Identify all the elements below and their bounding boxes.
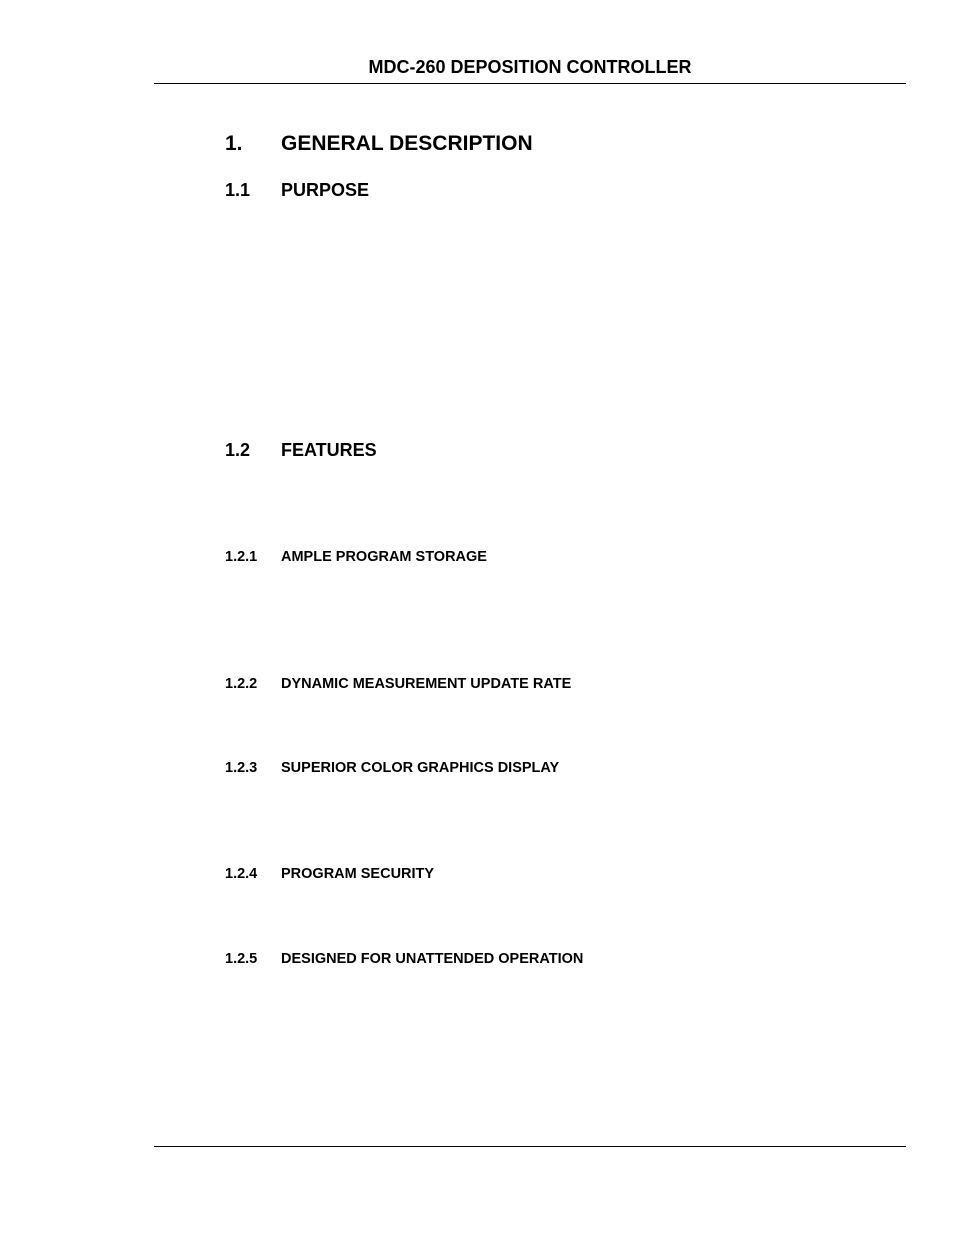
section-number: 1.1 xyxy=(225,180,251,200)
section-title: DYNAMIC MEASUREMENT UPDATE RATE xyxy=(281,676,572,692)
section-title: FEATURES xyxy=(281,440,377,460)
section-number: 1. xyxy=(225,132,243,155)
section-number: 1.2.5 xyxy=(225,951,258,967)
footer-rule xyxy=(154,1146,906,1147)
header-rule xyxy=(154,83,906,84)
section-title: GENERAL DESCRIPTION xyxy=(281,132,533,155)
section-number: 1.2.1 xyxy=(225,549,258,565)
section-title: PURPOSE xyxy=(281,180,370,200)
section-title: SUPERIOR COLOR GRAPHICS DISPLAY xyxy=(281,760,560,776)
section-number: 1.2.2 xyxy=(225,676,258,692)
page-header-title: MDC-260 DEPOSITION CONTROLLER xyxy=(368,57,692,77)
section-title: PROGRAM SECURITY xyxy=(281,866,435,882)
section-number: 1.2.3 xyxy=(225,760,258,776)
section-number: 1.2 xyxy=(225,440,251,460)
section-number: 1.2.4 xyxy=(225,866,258,882)
section-title: DESIGNED FOR UNATTENDED OPERATION xyxy=(281,951,584,967)
section-title: AMPLE PROGRAM STORAGE xyxy=(281,549,487,565)
